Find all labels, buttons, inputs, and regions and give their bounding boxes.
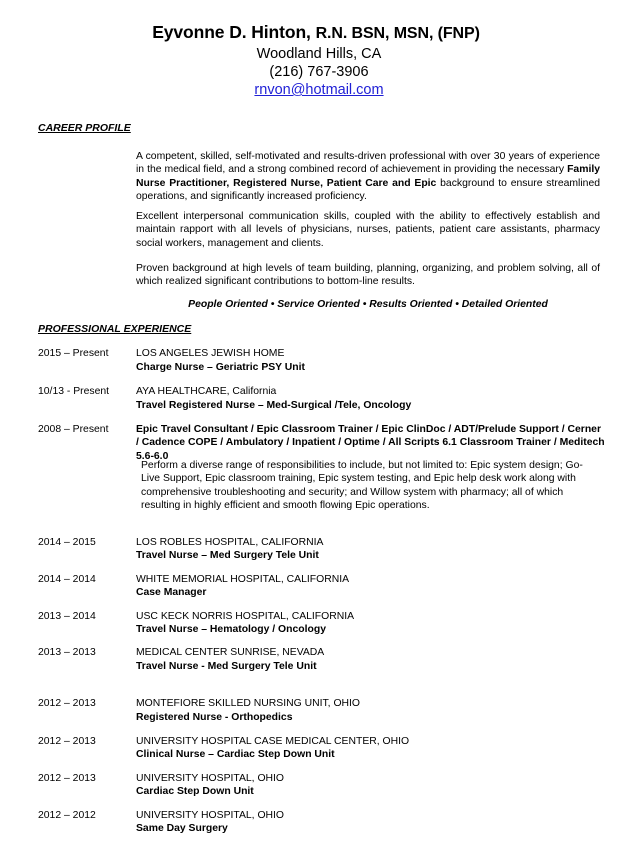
job-title: Registered Nurse - Orthopedics (136, 712, 293, 723)
job-date: 10/13 - Present (38, 386, 110, 397)
job-title: Cardiac Step Down Unit (136, 786, 254, 797)
job-date: 2014 – 2014 (38, 574, 96, 585)
job-description: Perform a diverse range of responsibilities to include, but not limited to: Epic system design; Go-Live Support, Epic classroom training, Epic system testing, and Epic help desk work along with comprehensive troubleshooting and security; and Willow system with pharmacy; all of which resulting in highly efficient and smooth flowing Epic operations. (141, 460, 583, 511)
profile-tagline: People Oriented • Service Oriented • Results Oriented • Detailed Oriented (188, 299, 548, 310)
job-date: 2008 – Present (38, 424, 109, 435)
job-employer: UNIVERSITY HOSPITAL, OHIO (136, 773, 284, 784)
profile-paragraph-1 (136, 150, 600, 203)
profile-p1-end: background to ensure streamlined operations, and significantly increased proficiency. (136, 177, 601, 202)
job-employer: MONTEFIORE SKILLED NURSING UNIT, OHIO (136, 698, 361, 709)
job-title: Case Manager (136, 587, 207, 598)
job-title: Travel Registered Nurse – Med-Surgical /Tele, Oncology (136, 400, 412, 411)
profile-paragraph-2: Excellent interpersonal communication skills, coupled with the ability to effectively establish and maintain rapport with all levels of physicians, nurses, patients, patient care assistants, pharmacy social workers, management and clients. (136, 211, 600, 249)
job-employer: LOS ANGELES JEWISH HOME (136, 348, 285, 359)
job-date: 2015 – Present (38, 348, 109, 359)
profile-p1-start: A competent, skilled, self-motivated and results-driven professional with over 30 years of experience in the medical field, and a strong combined record of achievement in providing the necessary (136, 151, 600, 176)
credentials-text: R.N. BSN, MSN, (FNP) (315, 25, 480, 42)
job-title: Charge Nurse – Geriatric PSY Unit (136, 362, 306, 373)
name-text: Eyvonne D. Hinton, (152, 22, 311, 42)
profile-p1-bold: Family Nurse Practitioner, Registered Nurse, Patient Care and Epic (136, 164, 600, 189)
job-employer: UNIVERSITY HOSPITAL, OHIO (136, 810, 284, 821)
job-date: 2012 – 2012 (38, 810, 96, 821)
career-profile-heading: CAREER PROFILE (38, 122, 131, 134)
job-title: Travel Nurse – Hematology / Oncology (136, 624, 326, 635)
job-title: Same Day Surgery (136, 823, 228, 834)
job-title: Travel Nurse – Med Surgery Tele Unit (136, 550, 319, 561)
email-link[interactable]: rnvon@hotmail.com (254, 82, 384, 98)
job-title-wrapped: Epic Travel Consultant / Epic Classroom Trainer / Epic ClinDoc / ADT/Prelude Support / Cerner / Cadence COPE / Ambulatory / Inpatient / Optime / All Scripts 6.1 Classroom Trainer / Meditech 5.6-6.0 (136, 424, 605, 462)
location-text: Woodland Hills, CA (256, 46, 382, 62)
job-employer: AYA HEALTHCARE, California (136, 386, 277, 397)
job-date: 2012 – 2013 (38, 773, 96, 784)
candidate-name (0, 22, 635, 43)
job-date: 2013 – 2013 (38, 647, 96, 658)
job-date: 2014 – 2015 (38, 537, 96, 548)
job-employer: UNIVERSITY HOSPITAL CASE MEDICAL CENTER, OHIO (136, 736, 410, 747)
job-employer: WHITE MEMORIAL HOSPITAL, CALIFORNIA (136, 574, 350, 585)
job-title: Travel Nurse - Med Surgery Tele Unit (136, 661, 317, 672)
job-date: 2012 – 2013 (38, 736, 96, 747)
job-title: Clinical Nurse – Cardiac Step Down Unit (136, 749, 335, 760)
job-date: 2013 – 2014 (38, 611, 96, 622)
experience-heading: PROFESSIONAL EXPERIENCE (38, 323, 192, 335)
job-employer: LOS ROBLES HOSPITAL, CALIFORNIA (136, 537, 324, 548)
phone-text: (216) 767-3906 (269, 64, 369, 80)
job-employer: MEDICAL CENTER SUNRISE, NEVADA (136, 647, 325, 658)
profile-paragraph-3: Proven background at high levels of team building, planning, organizing, and problem solving, all of which realized significant contributions to bottom-line results. (136, 263, 600, 288)
job-date: 2012 – 2013 (38, 698, 96, 709)
job-employer: USC KECK NORRIS HOSPITAL, CALIFORNIA (136, 611, 355, 622)
